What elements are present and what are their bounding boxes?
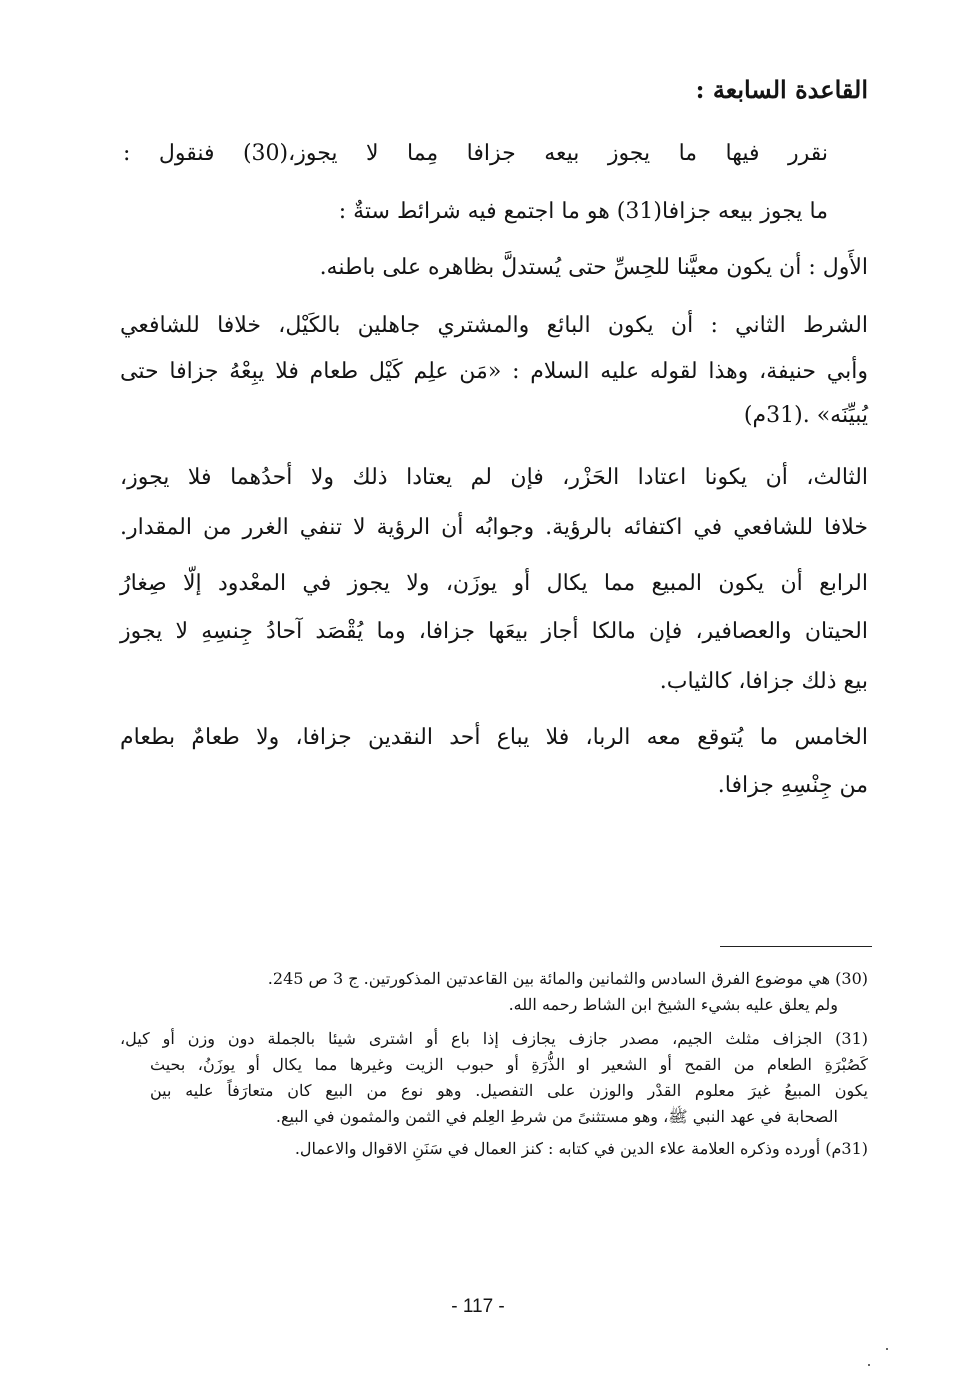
page-number: - 117 - bbox=[451, 1296, 505, 1317]
scan-speck bbox=[868, 1364, 870, 1366]
body-line: الرابع أن يكون المبيع مما يكال أو يوزَن، ولا يجوز في المعْدود إلّا صِغارُ bbox=[120, 571, 868, 596]
body-line: الشرط الثاني : أن يكون البائع والمشتري جاهلين بالكَيْل، خلافا للشافعي bbox=[120, 313, 868, 338]
footnote-line: (31م) أورده وذكره العلامة علاء الدين في كتابه : كنز العمال في سَنَنِ الاقوال والاعمال. bbox=[294, 1139, 868, 1158]
body-line: ما يجوز بيعه جزافا(31) هو ما اجتمع فيه شرائط ستةٌ : bbox=[338, 199, 828, 224]
footnote-line: (31) الجزاف مثلث الجيم، مصدر جازف يجازف إذا باع أو اشترى شيئا بالجملة دون وزن أو كيل، bbox=[120, 1029, 868, 1048]
body-line: يُبيِّنَه» .(31م) bbox=[743, 403, 868, 428]
footnote-line: كَصُبْرَةِ الطعام من القمح أو الشعير او الذُّرَةِ أو حبوب الزيت وغيرها مما يكال أو يوزَنُ، بحيث bbox=[150, 1055, 868, 1074]
footnote-line: يكون المبيعُ غيرَ معلوم القدْر والوزن على التفصيل. وهو نوع من البيع كان متعارَفاً عليه بين bbox=[150, 1081, 868, 1100]
footnote-separator bbox=[720, 946, 872, 947]
body-line: الخامس ما يُتوقع معه الربا، فلا يباع أحد النقدين جزافا، ولا طعامٌ بطعام bbox=[120, 725, 868, 750]
footnote-line: الصحابة في عهد النبي ﷺ، وهو مستثنىً من شرطِ العِلم في الثمن والمثمون في البيع. bbox=[275, 1107, 838, 1126]
section-heading: القاعدة السابعة : bbox=[695, 75, 868, 104]
body-line: خلافا للشافعي في اكتفائه بالرؤية. وجوابُه أن الرؤية لا تنفي الغرر من المقدار. bbox=[120, 515, 868, 540]
footnote-line: ولم يعلق عليه بشيء الشيخ ابن الشاط رحمه الله. bbox=[508, 995, 838, 1014]
body-line: الثالث، أن يكونا اعتادا الحَزْر، فإن لم يعتادا ذلك ولا أحدُهما فلا يجوز، bbox=[120, 465, 868, 490]
body-line: نقرر فيها ما يجوز بيعه جزافا مِما لا يجوز،(30) فنقول : bbox=[123, 141, 828, 166]
scan-speck bbox=[886, 1348, 888, 1350]
body-line: وأبي حنيفة، وهذا لقوله عليه السلام : «مَن علِم كَيْل طعام فلا يبِعْهُ جزافا حتى bbox=[120, 359, 868, 384]
body-line: بيع ذلك جزافا، كالثياب. bbox=[659, 669, 868, 694]
body-line: من جِنْسِهِ جزافا. bbox=[717, 773, 868, 798]
body-line: الأَول : أن يكون معيَّنا للحِسِّ حتى يُستدلَّ بظاهره على باطنه. bbox=[319, 255, 868, 280]
footnote-line: (30) هي موضوع الفرق السادس والثمانين والمائة بين القاعدتين المذكورتين. ج 3 ص 245. bbox=[267, 969, 868, 988]
body-line: الحيتان والعصافير، فإن مالكا أجاز بيعَها جزافا، وما يُقْصَد آحادُ جِنسِهِ لا يجوز bbox=[120, 619, 868, 644]
